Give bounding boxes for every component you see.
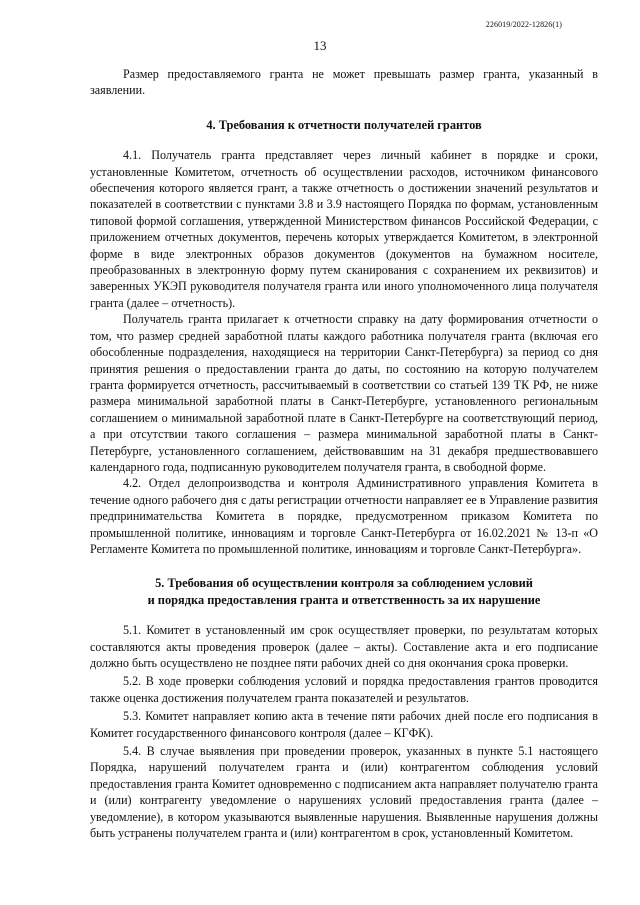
page-number: 13 (313, 38, 327, 53)
paragraph-4-2: 4.2. Отдел делопроизводства и контроля Административного управления Комитета в течение одного рабочего дня с даты регистрации отчетности направляет ее в Управление развития предпринимательства Комитета в порядке, предусмотренном приказом Комитета по промышленной политике, инновациям и торговле Санкт-Петербурга от 16.02.2021 № 13-п «О Регламенте Комитета по промышленной политике, инновациям и торговле Санкт-Петербурга». (90, 476, 598, 556)
paragraph-5-4: 5.4. В случае выявления при проведении проверок, указанных в пункте 5.1 настоящего Порядка, нарушений получателем гранта и (или) контрагентом соблюдения условий предоставления гранта Комитет одновременно с подписанием акта направляет получателю гранта и (или) контрагенту уведомление о нарушениях условий предоставления гранта (далее – уведомление), в котором указываются выявленные нарушения. Выявленные нарушения должны быть устранены получателем гранта и (или) контрагентом в срок, установленный Комитетом. (90, 744, 598, 841)
section-4-heading: 4. Требования к отчетности получателей грантов (206, 117, 482, 132)
paragraph-5-1: 5.1. Комитет в установленный им срок осуществляет проверки, по результатам которых составляются акты проведения проверок (далее – акты). Составление акта и его подписание должно быть осуществлено не позднее пяти рабочих дней со дня окончания срока проверки. (90, 623, 598, 670)
section-5-heading-line-1: 5. Требования об осуществлении контроля за соблюдением условий (155, 576, 533, 591)
document-body (90, 66, 598, 841)
paragraph-5-3: 5.3. Комитет направляет копию акта в течение пяти рабочих дней после его подписания в Комитет государственного финансового контроля (далее – КГФК). (90, 709, 598, 740)
paragraph-4-1: 4.1. Получатель гранта представляет через личный кабинет в порядке и сроки, установленные Комитетом, отчетность об осуществлении расходов, источником финансового обеспечения которого является грант, а также отчетность о достижении значений результатов и показателей в соответствии с пунктами 3.8 и 3.9 настоящего Порядка по формам, установленным типовой формой соглашения, утвержденной Министерством финансов Российской Федерации, с приложением отчетных документов, перечень которых утверждается Комитетом, в электронной форме в виде электронных образов документов (документов на бумажном носителе, преобразованных в электронную форму путем сканирования с сохранением их реквизитов) и заверенных УКЭП руководителя получателя гранта или иного уполномоченного лица получателя гранта (далее – отчетность). (90, 148, 598, 310)
section-5-heading-line-2: и порядка предоставления гранта и ответственность за их нарушение (147, 592, 541, 607)
paragraph-grant-size: Размер предоставляемого гранта не может превышать размер гранта, указанный в заявлении. (90, 67, 598, 98)
document-number: 226019/2022-12826(1) (485, 20, 562, 29)
paragraph-4-1-certificate: Получатель гранта прилагает к отчетности справку на дату формирования отчетности о том, что размер средней заработной платы каждого работника получателя гранта (включая его обособленные подразделения, находящиеся на территории Санкт-Петербурга) за период со дня принятия решения о предоставлении гранта до даты, по состоянию на которую получателем гранта формируется отчетность, рассчитываемый в соответствии со статьей 139 ТК РФ, не ниже размера минимальной заработной платы в Санкт-Петербурге, установленного региональным соглашением о минимальной заработной плате в Санкт-Петербурге на соответствующий период, а при отсутствии такого соглашения – размера минимальной заработной платы в Санкт-Петербурге, установленного соглашением, действовавшим на 31 декабря предшествовавшего календарного года, подписанную руководителем получателя гранта, в свободной форме. (90, 312, 598, 474)
paragraph-5-2: 5.2. В ходе проверки соблюдения условий и порядка предоставления грантов проводится также оценка достижения получателем гранта показателей и результатов. (90, 674, 598, 705)
section-5-heading (90, 575, 598, 608)
